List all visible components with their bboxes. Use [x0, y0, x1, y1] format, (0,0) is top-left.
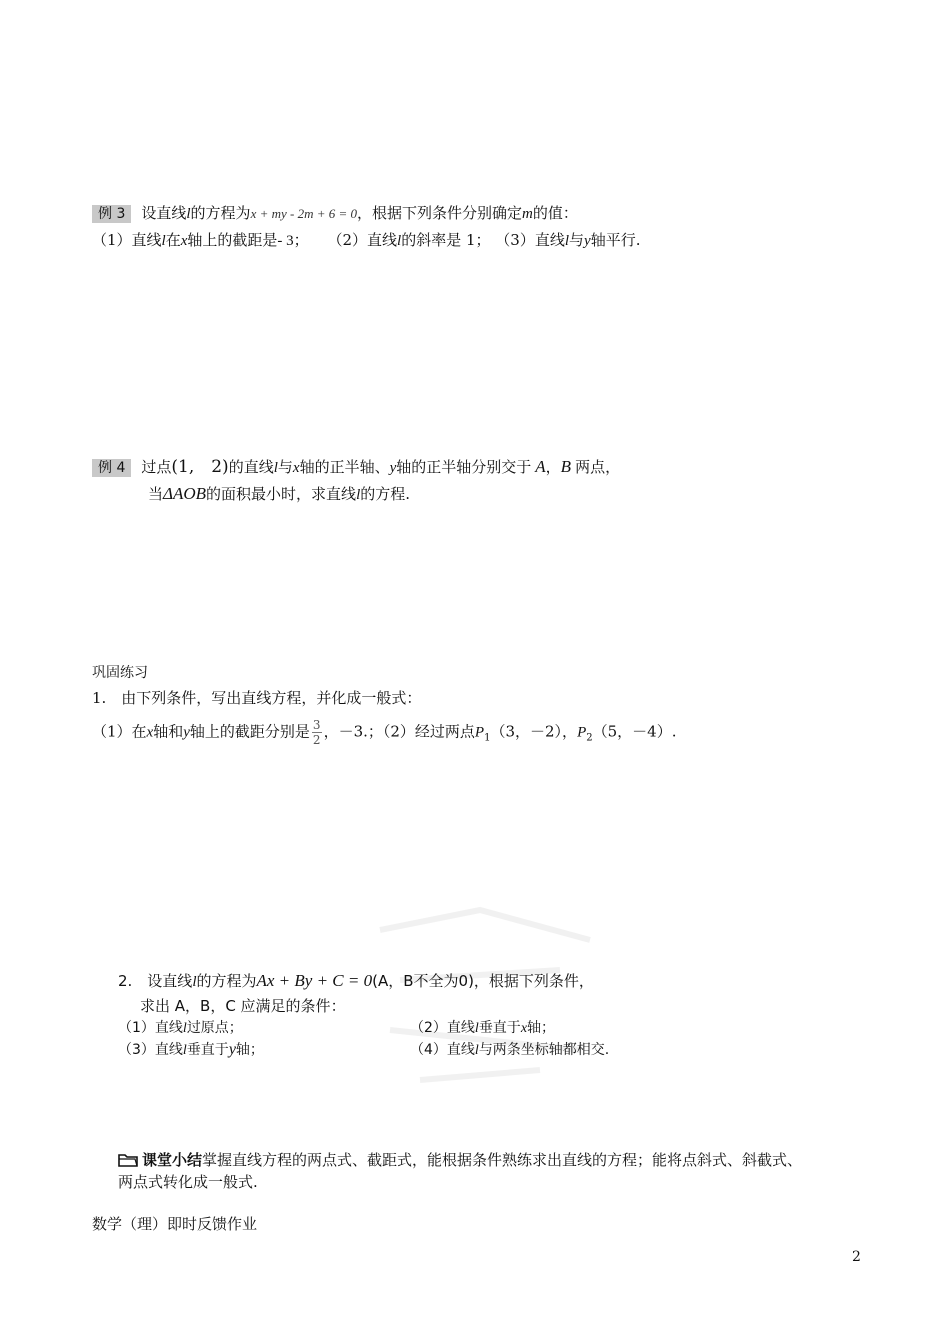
practice-p2-coords: （5，－4）. [592, 722, 677, 741]
summary-line1 [118, 1150, 802, 1170]
q2-item1-b: 过原点； [186, 1020, 243, 1036]
q2-item1-l: l [182, 1021, 187, 1036]
practice-q1-sub-a: （1）在 [92, 722, 147, 741]
q2-item4-b: 与两条坐标轴都相交. [478, 1042, 610, 1058]
example4-A: A [535, 457, 546, 476]
example3-item2-l: l [397, 233, 402, 249]
example4-text-c: 与 [277, 458, 293, 476]
q2-item3-c: 轴； [235, 1042, 264, 1058]
q2-item3-y: y [228, 1041, 236, 1058]
q2-l: l [192, 974, 197, 990]
summary-line2: 两点式转化成一般式. [118, 1173, 258, 1191]
watermark-graphic [360, 900, 620, 1100]
example4-text-d: 轴的正半轴、 [299, 458, 390, 476]
q2-item3-a: （3）直线 [118, 1042, 183, 1058]
example4-text-f: 两点， [575, 458, 621, 476]
example3-text-d: 的值： [532, 204, 578, 222]
practice-p1-sub: 1 [484, 732, 491, 744]
example4-label: 例 4 [92, 459, 131, 477]
example3-text-b: 的方程为 [190, 204, 251, 222]
q2-line1-c: (A，B不全为0)，根据下列条件， [372, 972, 594, 990]
summary-label: 课堂小结 [142, 1151, 203, 1169]
example4-text-a: 过点 [141, 458, 172, 476]
q2-line1-b: 的方程为 [196, 972, 257, 990]
q2-item4-a: （4）直线 [410, 1042, 475, 1058]
q2-item3-b: 垂直于 [186, 1042, 229, 1058]
q2-item4-l: l [474, 1043, 479, 1058]
q2-item2-a: （2）直线 [410, 1020, 475, 1036]
example3-item2-a: （2）直线 [327, 231, 398, 249]
q2-equation: Ax + By + C = 0 [256, 971, 373, 990]
example4-line2-b: 的面积最小时，求直线 [206, 485, 357, 503]
example4-text-b: 的直线 [228, 458, 274, 476]
q2-item2-b: 垂直于 [478, 1020, 521, 1036]
example3-text-a: 设直线 [141, 204, 187, 222]
example4-point: (1, 2) [171, 457, 229, 477]
q2-item2-x: x [520, 1021, 528, 1036]
example3-item1-x: x [180, 233, 188, 249]
example3-intercept: - 3 [277, 233, 294, 249]
example4-text-e: 轴的正半轴分别交于 [396, 458, 532, 476]
folder-icon [118, 1153, 138, 1167]
practice-p2-sub: 2 [586, 732, 593, 744]
practice-q1-sub [92, 718, 676, 752]
example3-item1-l: l [161, 233, 166, 249]
q2-line2: 求出 A，B，C 应满足的条件： [140, 997, 346, 1015]
example4-line1 [92, 457, 620, 478]
practice-fraction [312, 718, 322, 747]
practice-q1-sub-c: 轴上的截距分别是 [189, 722, 310, 741]
practice-p2: P [577, 724, 587, 741]
q2-item2 [410, 1018, 555, 1039]
q2-item1-a: （1）直线 [118, 1020, 183, 1036]
example3-item1-c: 轴上的截距是 [187, 231, 278, 249]
example3-item3-l: l [564, 233, 569, 249]
example3-line2 [92, 230, 640, 251]
example4-x: x [292, 460, 300, 476]
example3-label: 例 3 [92, 205, 131, 223]
example4-l: l [273, 460, 278, 476]
example3-item1-a: （1）直线 [92, 231, 162, 249]
q2-item2-c: 轴； [527, 1020, 556, 1036]
fraction-numerator: 3 [312, 718, 321, 732]
example3-item3-a: （3）直线 [495, 231, 565, 249]
example3-line1 [92, 203, 578, 224]
practice-q1-sub-d: ，－3.；（2）经过两点 [323, 722, 475, 741]
example3-l: l [186, 206, 191, 222]
example3-item1-b: 在 [165, 231, 181, 249]
q2-item2-l: l [474, 1021, 479, 1036]
practice-q1-sub-b: 轴和 [153, 722, 184, 741]
homework-title: 数学（理）即时反馈作业 [92, 1215, 258, 1233]
example4-B: B [560, 457, 572, 476]
example3-item3-y: y [584, 233, 591, 249]
example4-line2-a: 当 [148, 485, 164, 503]
q2-item4 [410, 1040, 609, 1061]
practice-heading: 巩固练习 [92, 665, 148, 681]
q2-line1-a: 2. 设直线 [118, 972, 193, 990]
practice-q1-x: x [146, 724, 154, 741]
example3-item1-d: ； [293, 231, 309, 249]
example4-triangle: ΔAOB [163, 484, 207, 503]
example4-line2 [148, 484, 410, 505]
example4-line2-c: 的方程. [360, 485, 411, 503]
example3-text-c: ，根据下列条件分别确定 [357, 204, 523, 222]
example4-line2-l: l [356, 487, 361, 503]
example3-m: m [522, 206, 533, 222]
q2-item3-l: l [182, 1043, 187, 1058]
example3-item2-b: 的斜率是 1； [401, 231, 491, 249]
example3-item3-c: 轴平行. [590, 231, 641, 249]
example3-equation: x + my - 2m + 6 = 0 [250, 206, 358, 221]
q2-line1 [118, 971, 594, 992]
practice-q1: 1. 由下列条件，写出直线方程，并化成一般式： [92, 689, 422, 707]
practice-p1: P [474, 724, 485, 741]
fraction-denominator: 2 [312, 733, 321, 747]
summary-text-line1: 掌握直线方程的两点式、截距式，能根据条件熟练求出直线的方程；能将点斜式、斜截式、 [202, 1151, 803, 1169]
practice-p1-coords: （3，－2）， [490, 722, 578, 741]
q2-item3 [118, 1040, 264, 1061]
q2-item1 [118, 1018, 243, 1039]
example3-item3-b: 与 [569, 231, 585, 249]
page-number: 2 [852, 1249, 861, 1265]
example4-comma: ， [545, 458, 561, 476]
example4-y: y [389, 460, 397, 476]
practice-q1-y: y [183, 724, 190, 741]
